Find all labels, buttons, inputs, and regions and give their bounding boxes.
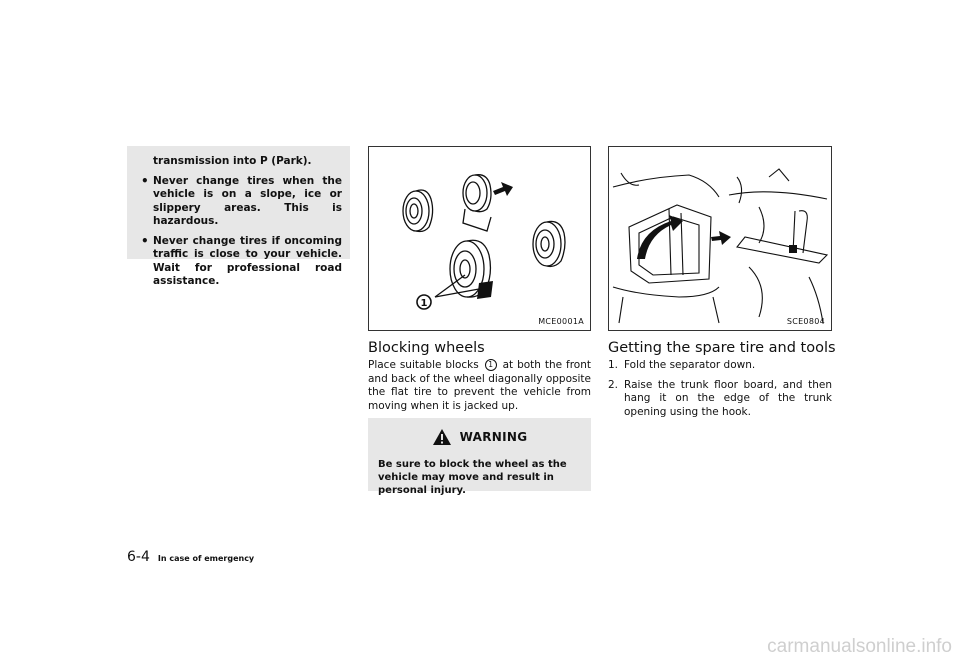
warning-bullet-text: Never change tires if oncoming traffic is close to your vehicle. Wait for professional road assistance. <box>153 234 342 287</box>
step-number: 2. <box>608 378 619 391</box>
warning-continuation-text: transmission into P (Park). <box>153 155 312 167</box>
figure-blocking-wheels <box>368 146 591 331</box>
warning-bullet <box>141 175 342 229</box>
reference-circle: 1 <box>485 359 497 371</box>
warning-triangle-icon <box>432 428 452 446</box>
warning-bullet-text: Never change tires when the vehicle is on a slope, ice or slippery areas. This is hazardous. <box>153 174 342 227</box>
arrow-icon <box>493 182 513 196</box>
arrow-icon <box>711 231 731 245</box>
watermark: carmanualsonline.info <box>767 636 952 657</box>
page-number: 6-4 <box>127 549 150 565</box>
bullet-icon: • <box>141 233 149 248</box>
warning-continuation-box <box>127 146 350 287</box>
wheel-block <box>477 281 493 299</box>
warning-box <box>368 418 591 496</box>
list-item <box>608 359 832 373</box>
figure-callout-label: 1 <box>420 298 428 309</box>
trunk-illustration <box>609 147 831 330</box>
hook-icon <box>789 245 797 253</box>
warning-bullet <box>141 235 342 289</box>
warning-heading <box>378 428 581 446</box>
spare-tire-steps <box>608 359 832 425</box>
step-number: 1. <box>608 359 619 371</box>
blocking-text-before: Place suitable blocks <box>368 359 479 371</box>
section-title: In case of emergency <box>157 554 255 563</box>
blocking-text-after: at both the front and back of the wheel diagonally opposite the flat tire to prevent the vehicle from moving when it is jacked up. <box>368 359 592 412</box>
wheel-blocks-illustration <box>369 147 590 330</box>
figure-spare-tire <box>608 146 832 331</box>
figure-code: SCE0804 <box>786 317 825 326</box>
blocking-wheels-text <box>368 359 591 413</box>
section-heading-spare-tire: Getting the spare tire and tools <box>608 340 836 356</box>
curved-arrow-icon <box>637 215 683 259</box>
step-text: Raise the trunk floor board, and then hang it on the edge of the trunk opening using the hook. <box>624 378 832 418</box>
figure-code: MCE0001A <box>538 317 584 326</box>
warning-text: Be sure to block the wheel as the vehicle may move and result in personal injury. <box>378 459 567 496</box>
bullet-icon: • <box>141 173 149 188</box>
warning-title: WARNING <box>459 430 528 444</box>
section-heading-blocking-wheels: Blocking wheels <box>368 340 485 356</box>
step-text: Fold the separator down. <box>624 359 756 371</box>
list-item <box>608 379 832 420</box>
page-footer <box>127 549 254 565</box>
